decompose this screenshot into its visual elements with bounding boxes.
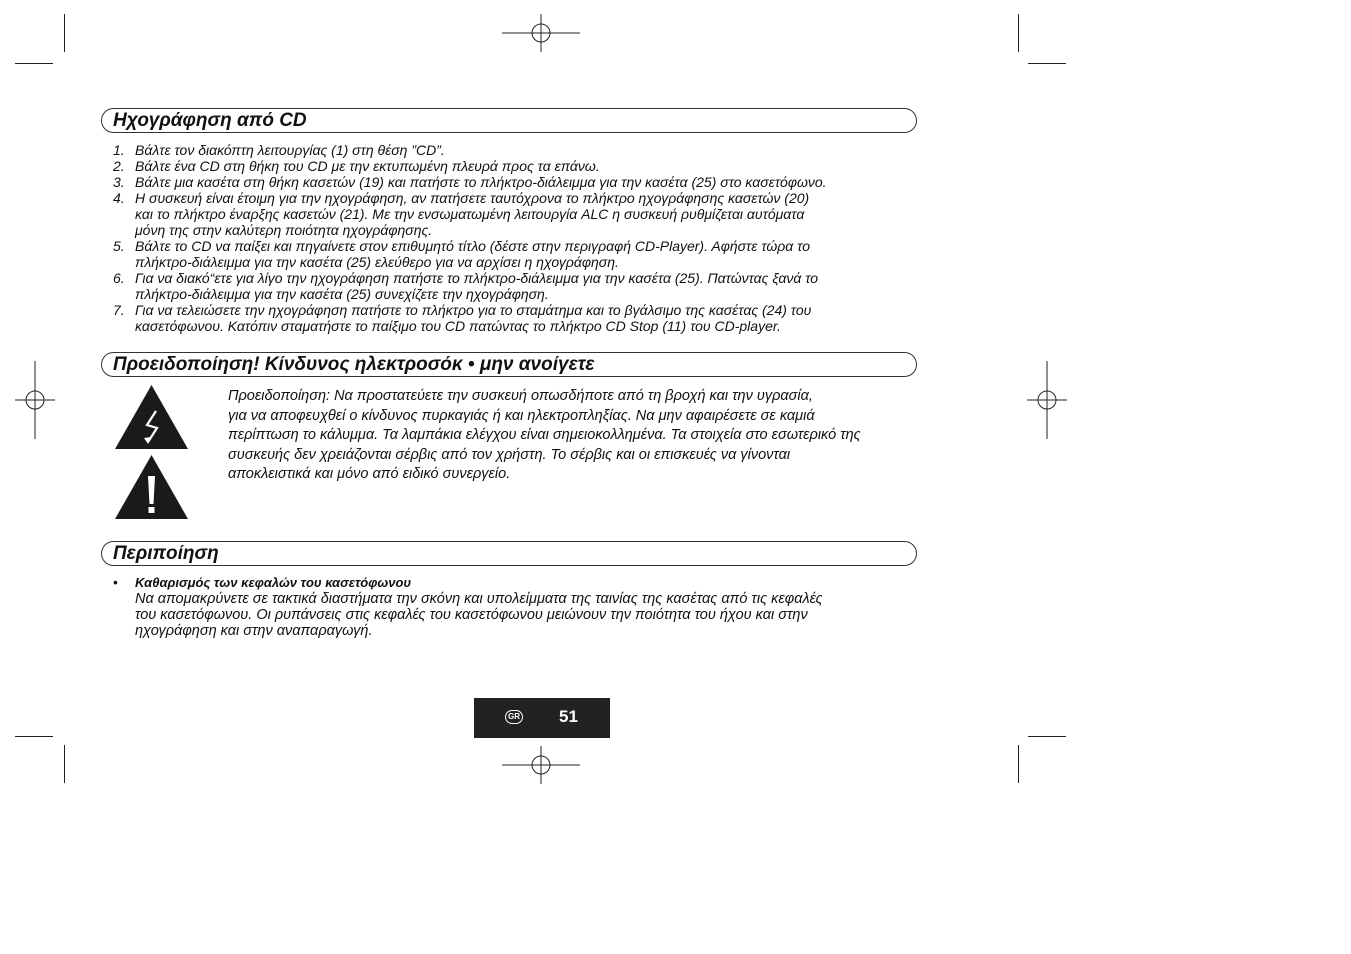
crop-mark: [15, 63, 53, 64]
step-text: Βάλτε ένα CD στη θήκη του CD με την εκτυπωμένη πλευρά προς τα επάνω.: [135, 158, 600, 174]
step-number: 4.: [113, 190, 125, 206]
step-text: Βάλτε το CD να παίξει και πηγαίνετε στον επιθυμητό τίτλο (δέστε στην περιγραφή CD-Player). Αφήστε τώρα το πλήκτρο-διάλειμμα για την κασέτα (25) ελεύθερο για να αρχίσει η ηχογράφηση.: [135, 238, 810, 270]
step-text: Βάλτε μια κασέτα στη θήκη κασετών (19) και πατήστε το πλήκτρο-διάλειμμα για την κασέτα (25) στο κασετόφωνο.: [135, 174, 827, 190]
list-item: [113, 238, 983, 270]
section-header-warning: [101, 352, 917, 377]
list-item: [113, 190, 983, 238]
list-item: [113, 142, 983, 158]
step-number: 7.: [113, 302, 125, 318]
step-number: 6.: [113, 270, 125, 286]
list-item: [113, 174, 983, 190]
list-item: [113, 270, 983, 302]
step-number: 5.: [113, 238, 125, 254]
section-header-recording: [101, 108, 917, 133]
list-item: [113, 158, 983, 174]
page-number-badge: [474, 698, 610, 738]
section-title: Ηχογράφηση από CD: [113, 110, 307, 131]
crop-mark: [64, 745, 65, 783]
crop-mark: [64, 14, 65, 52]
lightning-warning-icon: [114, 384, 189, 450]
care-item-title: Καθαρισμός των κεφαλών του κασετόφωνου: [135, 575, 412, 590]
crop-mark: [1028, 63, 1066, 64]
crop-mark: [1018, 745, 1019, 783]
crop-mark: [1028, 736, 1066, 737]
exclamation-warning-icon: [114, 454, 189, 520]
care-item-text: Να απομακρύνετε σε τακτικά διαστήματα την σκόνη και υπολείμματα της ταινίας της κασέτας από τις κεφαλές του κασετόφωνου. Οι ρυπάνσεις στις κεφαλές του κασετόφωνου μειώνουν την ποιότητα του ήχου και στην ηχογράφηση και στην αναπαραγωγή.: [135, 591, 823, 639]
step-text: Για να τελειώσετε την ηχογράφηση πατήστε το πλήκτρο για το σταμάτημα και το βγάλσιμο της κασέτας (24) του κασετόφωνου. Κατόπιν σταματήστε το παίξιμο του CD πατώντας το πλήκτρο CD Stop (11) του CD-player.: [135, 302, 812, 334]
step-text: Για να διακό“ετε για λίγο την ηχογράφηση πατήστε το πλήκτρο-διάλειμμα για την κασέτα (25). Πατώντας ξανά το πλήκτρο-διάλειμμα για την κασέτα (25) συνεχίζετε την ηχογράφηση.: [135, 270, 819, 302]
step-text: Η συσκευή είναι έτοιμη για την ηχογράφηση, αν πατήσετε ταυτόχρονα το πλήκτρο ηχογράφησης κασετών (20) και το πλήκτρο έναρξης κασετών (21). Με την ενσωματωμένη λειτουργία ALC η συσκευή ρυθμίζεται αυτόματα μόνη της στην καλύτερη ποιότητα ηχογράφησης.: [135, 190, 810, 238]
crop-mark: [1018, 14, 1019, 52]
registration-mark: [1027, 361, 1067, 439]
list-item: [113, 302, 983, 334]
registration-mark: [15, 361, 55, 439]
language-badge: GR: [505, 710, 523, 724]
bullet: •: [113, 575, 118, 590]
registration-mark: [502, 14, 580, 52]
recording-steps-list: [113, 142, 983, 334]
section-header-care: [101, 541, 917, 566]
step-number: 3.: [113, 174, 125, 190]
section-title: Προειδοποίηση! Κίνδυνος ηλεκτροσόκ • μην ανοίγετε: [113, 354, 595, 375]
step-text: Βάλτε τον διακόπτη λειτουργίας (1) στη θέση ”CD”.: [135, 142, 445, 158]
registration-mark: [502, 746, 580, 784]
step-number: 2.: [113, 158, 125, 174]
page-number: 51: [559, 707, 578, 726]
crop-mark: [15, 736, 53, 737]
step-number: 1.: [113, 142, 125, 158]
warning-paragraph: Προειδοποίηση: Να προστατεύετε την συσκευή οπωσδήποτε από τη βροχή και την υγρασία, για να αποφευχθεί ο κίνδυνος πυρκαγιάς ή και ηλεκτροπληξίας. Να μην αφαιρέσετε σε καμιά περίπτωση το κάλυμμα. Τα λαμπάκια ελέγχου είναι σημειοκολλημένα. Τα στοιχεία στο εσωτερικό της συσκευής δεν χρειάζονται σέρβις από τον χρήστη. Το σέρβις και οι επισκευές να γίνονται αποκλειστικά και μόνο από ειδικό συνεργείο.: [228, 388, 861, 482]
section-title: Περιποίηση: [113, 543, 219, 564]
